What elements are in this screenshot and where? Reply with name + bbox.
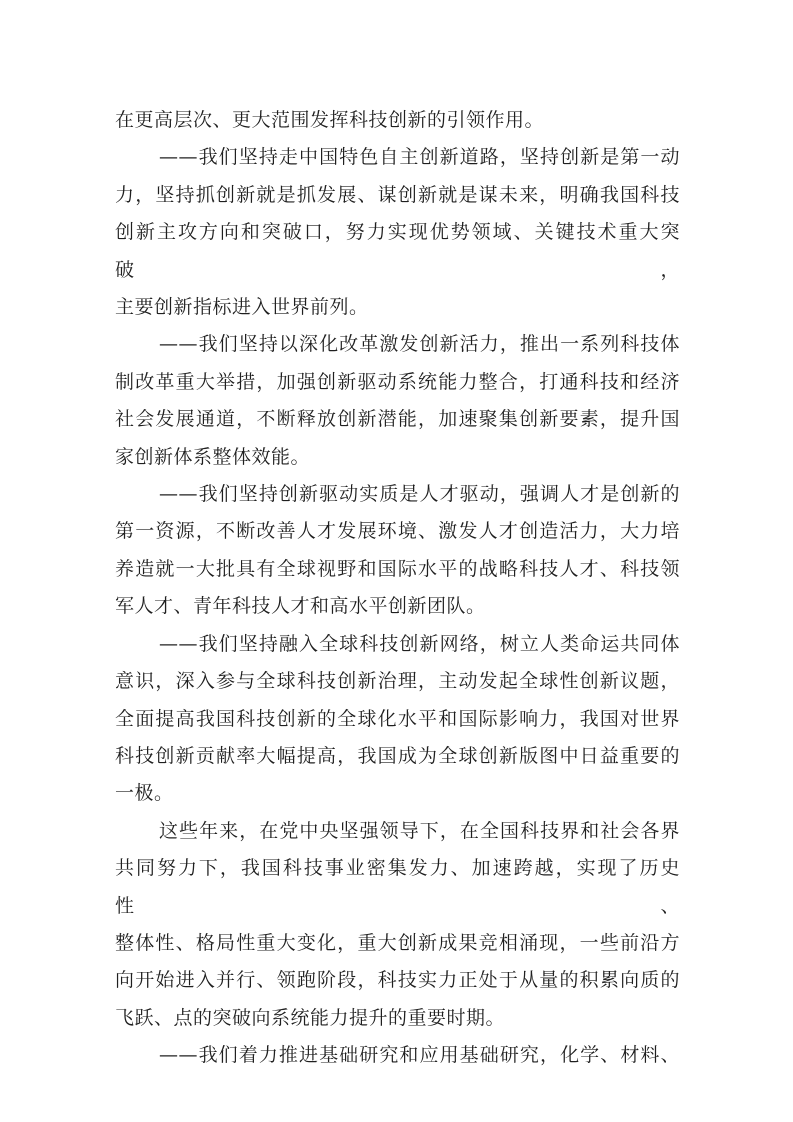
- text-line: ——我们坚持融入全球科技创新网络，树立人类命运共同体: [159, 632, 680, 655]
- text-line: 意识，深入参与全球科技创新治理，主动发起全球性创新议题，: [115, 670, 680, 693]
- text-line: ——我们坚持创新驱动实质是人才驱动，强调人才是创新的: [159, 483, 680, 506]
- text-line: 整体性、格局性重大变化，重大创新成果竞相涌现，一些前沿方: [115, 931, 680, 954]
- text-line: 创新主攻方向和突破口，努力实现优势领域、关键技术重大突破，: [115, 221, 680, 281]
- text-line: ——我们着力推进基础研究和应用基础研究，化学、材料、: [159, 1044, 680, 1067]
- text-line: 共同努力下，我国科技事业密集发力、加速跨越，实现了历史性、: [115, 857, 680, 917]
- text-line: 养造就一大批具有全球视野和国际水平的战略科技人才、科技领: [115, 557, 680, 580]
- text-line: 力，坚持抓创新就是抓发展、谋创新就是谋未来，明确我国科技: [115, 183, 680, 206]
- text-line: ——我们坚持以深化改革激发创新活力，推出一系列科技体: [159, 333, 680, 356]
- text-line: 制改革重大举措，加强创新驱动系统能力整合，打通科技和经济: [115, 370, 680, 393]
- text-line: 这些年来，在党中央坚强领导下，在全国科技界和社会各界: [159, 819, 680, 842]
- text-line: 飞跃、点的突破向系统能力提升的重要时期。: [115, 1006, 506, 1029]
- text-line: 家创新体系整体效能。: [115, 445, 311, 468]
- text-line: 主要创新指标进入世界前列。: [115, 296, 369, 319]
- text-line: 一极。: [115, 782, 174, 805]
- text-line: 向开始进入并行、领跑阶段，科技实力正处于从量的积累向质的: [115, 969, 680, 992]
- text-line: 科技创新贡献率大幅提高，我国成为全球创新版图中日益重要的: [115, 744, 680, 767]
- text-line: 在更高层次、更大范围发挥科技创新的引领作用。: [115, 109, 545, 131]
- text-line: 全面提高我国科技创新的全球化水平和国际影响力，我国对世界: [115, 707, 680, 730]
- text-line: 第一资源，不断改善人才发展环境、激发人才创造活力，大力培: [115, 520, 680, 543]
- text-block: [115, 102, 680, 1075]
- text-line: 军人才、青年科技人才和高水平创新团队。: [115, 595, 486, 618]
- text-line: ——我们坚持走中国特色自主创新道路，坚持创新是第一动: [159, 146, 680, 169]
- text-line: 社会发展通道，不断释放创新潜能，加速聚集创新要素，提升国: [115, 408, 680, 431]
